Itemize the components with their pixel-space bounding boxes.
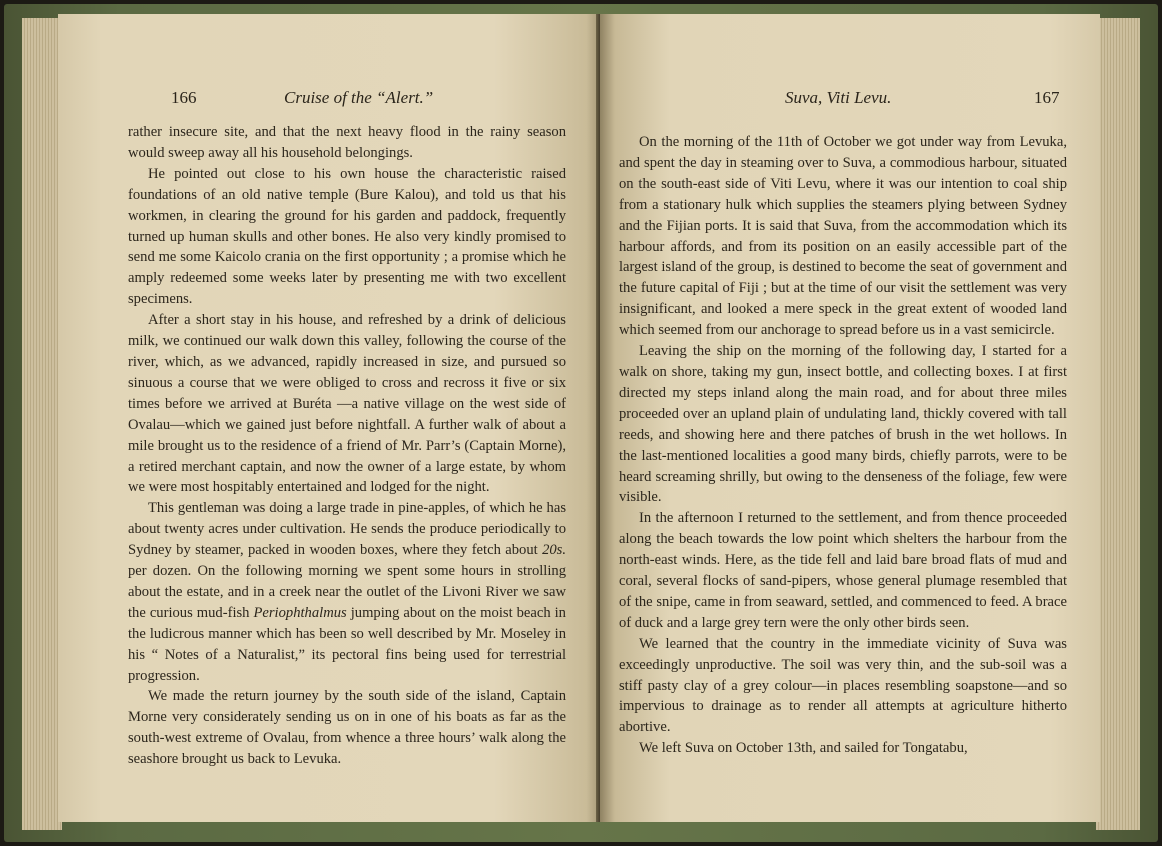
text-run: This gentleman was doing a large trade in pine-apples, of which he has about twenty acres under cultivation. He sends the produce periodically to Sydney by steamer, packed in wooden boxes, where they fetch about xyxy=(128,500,566,559)
text-run: rather insecure site, and that the next heavy flood in the rainy season would sweep away all his household belongings. xyxy=(128,124,566,161)
text-run: We learned that the country in the immediate vicinity of Suva was exceedingly unproductive. The soil was very thin, and the sub-soil was a stiff pasty clay of a grey colour—in places resembling soapstone—and so impervious to drainage as to render all attempts at agriculture hitherto abortive. xyxy=(619,635,1067,736)
text-run: Leaving the ship on the morning of the following day, I started for a walk on shore, taking my gun, insect bottle, and collecting boxes. I at first directed my steps inland along the main road, and for about three miles proceeded over an upland plain of undulating land, thickly covered with tall reeds, and showing here and there patches of brush in the wet hollows. In the last-mentioned localities a good many birds, chiefly parrots, were to be heard screaming shrilly, but owing to the denseness of the foliage, few were visible. xyxy=(619,343,1067,506)
text-run: jumping about on the moist beach in the ludicrous manner which has been so well described by Mr. Moseley in his “ Notes of a Naturalist,” its pectoral fins being used for terrestrial progression. xyxy=(128,604,566,684)
paragraph xyxy=(128,164,566,310)
paragraph xyxy=(619,738,1067,759)
text-run: We made the return journey by the south side of the island, Captain Morne very considerately sending us on in one of his boats as far as the south-west extreme of Ovalau, from whence a three hours’ walk along the seashore brought us back to Levuka. xyxy=(128,688,566,768)
paragraph xyxy=(619,508,1067,633)
paragraph xyxy=(619,341,1067,508)
text-run: In the afternoon I returned to the settlement, and from thence proceeded along the beach towards the low point which shelters the harbour from the north-east winds. Here, as the tide fell and laid bare broad flats of mud and coral, several flocks of sand-pipers, whose general plumage resembled that of the snipe, came in from seaward, settled, and commenced to feed. A brace of duck and a large grey tern were the only other birds seen. xyxy=(619,510,1067,631)
left-page-number: 166 xyxy=(171,88,197,107)
paragraph xyxy=(619,132,1067,341)
text-run: per dozen. On the following morning we spent some hours in strolling about the estate, and in a creek near the outlet of the Livoni River we saw the curious mud-fish xyxy=(128,563,566,621)
paragraph xyxy=(128,498,566,686)
left-page-text xyxy=(128,122,566,770)
paragraph xyxy=(619,634,1067,739)
text-run: We left Suva on October 13th, and sailed for Tongatabu, xyxy=(639,740,968,757)
left-page xyxy=(58,14,603,822)
paragraph xyxy=(128,310,566,498)
page-edges-right xyxy=(1096,18,1140,830)
italic-text: 20s. xyxy=(542,542,566,559)
page-edges-left xyxy=(22,18,62,830)
right-page-number: 167 xyxy=(1034,88,1060,107)
right-page-text xyxy=(619,132,1067,759)
paragraph xyxy=(128,122,566,164)
text-run: On the morning of the 11th of October we got under way from Levuka, and spent the day in steaming over to Suva, a commodious harbour, situated on the south-east side of Viti Levu, where it was our intention to coal ship from a stationary hulk which supplies the steamers plying between Sydney and the Fijian ports. It is said that Suva, from the accommodation which its harbour affords, and from its position on an easily accessible part of the largest island of the group, is destined to become the seat of government and the future capital of Fiji ; but at the time of our visit the settlement was very insignificant, and looked a mere speck in the great extent of wooded land which seemed from our anchorage to spread before us in a vast semicircle. xyxy=(619,134,1067,339)
right-page xyxy=(600,14,1100,822)
paragraph xyxy=(128,686,566,770)
left-running-head: Cruise of the “Alert.” xyxy=(284,88,434,107)
text-run: He pointed out close to his own house the characteristic raised foundations of an old native temple (Bure Kalou), and told us that his workmen, in clearing the ground for his garden and paddock, frequently turned up human skulls and other bones. He also very kindly promised to send me some Kaicolo crania on the first opportunity ; a promise which he amply redeemed some weeks later by presenting me with two excellent specimens. xyxy=(128,165,566,308)
italic-text: Periophthalmus xyxy=(253,604,347,621)
text-run: After a short stay in his house, and refreshed by a drink of delicious milk, we continued our walk down this valley, following the course of the river, which, as we advanced, rapidly increased in size, and pursued so sinuous a course that we were obliged to cross and recross it five or six times before we arrived at Buréta —a native village on the west side of Ovalau—which we gained just before nightfall. A further walk of about a mile brought us to the residence of a friend of Mr. Parr’s (Captain Morne), a retired merchant captain, and now the owner of a large estate, by whom we were most hospitably entertained and lodged for the night. xyxy=(128,312,566,496)
right-running-head: Suva, Viti Levu. xyxy=(785,88,892,107)
